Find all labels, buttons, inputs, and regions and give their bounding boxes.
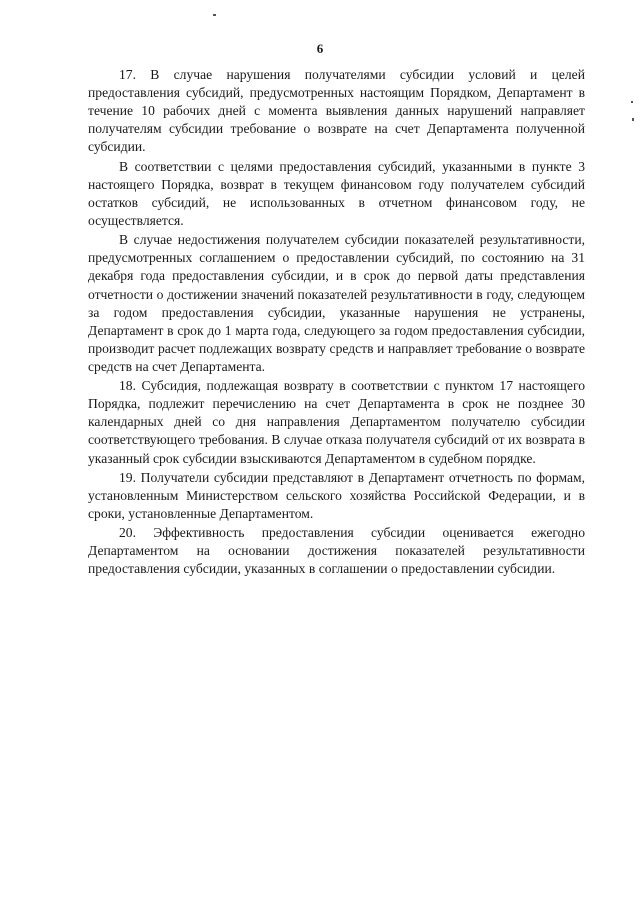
- paragraph-18: 18. Субсидия, подлежащая возврату в соответствии с пунктом 17 настоящего Порядка, подлежит перечислению на счет Департамента в срок не позднее 30 календарных дней со дня направления Департаментом получателю субсидии соответствующего требования. В случае отказа получателя субсидий от их возврата в указанный срок субсидии взыскиваются Департаментом в судебном порядке.: [88, 378, 585, 466]
- scan-artifact: [632, 118, 634, 121]
- page-number: 6: [316, 41, 324, 56]
- paragraph-19: 19. Получатели субсидии представляют в Департамент отчетность по формам, установленным Министерством сельского хозяйства Российской Федерации, и в сроки, установленные Департаментом.: [88, 469, 585, 521]
- document-body: [88, 66, 585, 580]
- paragraph-17: 17. В случае нарушения получателями субсидии условий и целей предоставления субсидий, предусмотренных настоящим Порядком, Департамент в течение 10 рабочих дней с момента выявления данных нарушений направляет получателям субсидии требование о возврате на счет Департамента полученной субсидии.: [88, 67, 585, 155]
- paragraph-20: 20. Эффективность предоставления субсидии оценивается ежегодно Департаментом на основании достижения показателей результативности предоставления субсидии, указанных в соглашении о предоставлении субсидии.: [88, 525, 585, 577]
- paragraph-17-purpose-balance: В соответствии с целями предоставления субсидий, указанными в пункте 3 настоящего Порядка, возврат в текущем финансовом году получателем субсидий остатков субсидий, не использованных в отчетном финансовом году, не осуществляется.: [88, 158, 585, 228]
- scan-artifact: [213, 14, 216, 16]
- paragraph-17-performance-shortfall: В случае недостижения получателем субсидии показателей результативности, предусмотренных соглашением о предоставлении субсидий, по состоянию на 31 декабря года предоставления субсидии, и в срок до первой даты представления отчетности о достижении значений показателей результативности в году, следующем за годом предоставления субсидии, указанные нарушения не устранены, Департамент в срок до 1 марта года, следующего за годом предоставления субсидии, производит расчет подлежащих возврату средств и направляет требование о возврате средств на счет Департамента.: [88, 232, 585, 374]
- scan-artifact: [631, 101, 633, 103]
